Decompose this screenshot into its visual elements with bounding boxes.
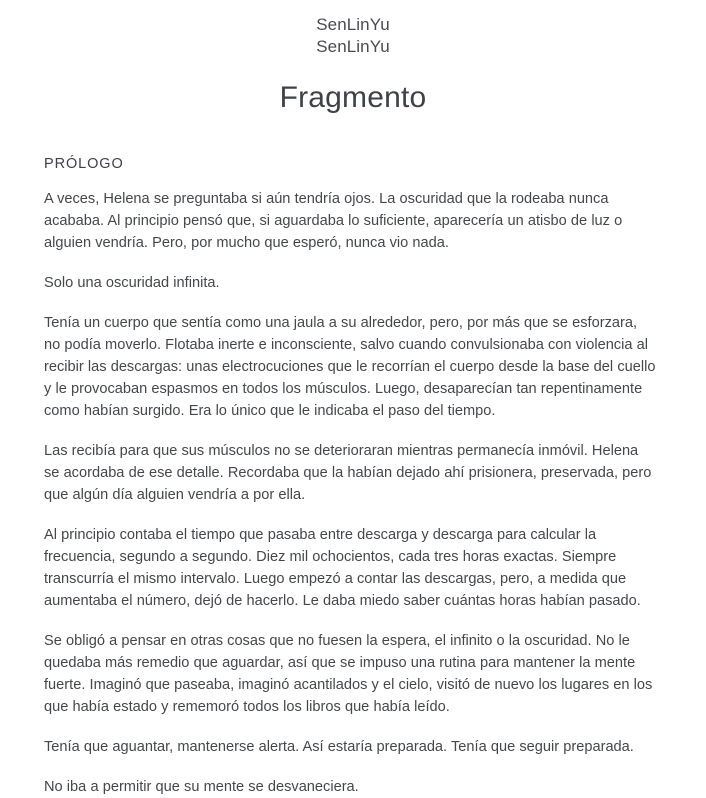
document-header	[0, 0, 706, 58]
section-heading-prologue: PRÓLOGO	[44, 156, 124, 172]
paragraph: Tenía que aguantar, mantenerse alerta. Así estaría preparada. Tenía que seguir preparada.	[44, 739, 634, 755]
paragraph: Las recibía para que sus músculos no se deterioraran mientras permanecía inmóvil. Helena se acordaba de ese detalle. Recordaba que la habían dejado ahí prisionera, preservada, pero que algún día alguien vendría a por ella.	[44, 443, 652, 503]
paragraph: A veces, Helena se preguntaba si aún tendría ojos. La oscuridad que la rodeaba nunca acababa. Al principio pensó que, si aguardaba lo suficiente, aparecería un atisbo de luz o alguien vendría. Pero, por mucho que esperó, nunca vio nada.	[44, 191, 623, 251]
paragraph: Tenía un cuerpo que sentía como una jaula a su alrededor, pero, por más que se esforzara, no podía moverlo. Flotaba inerte e inconsciente, salvo cuando convulsionaba con violencia al recibir las descargas: unas electrocuciones que le recorrían el cuerpo desde la base del cuello y le provocaban espasmos en todos los músculos. Luego, desaparecían tan repentinamente como habían surgido. Era lo único que le indicaba el paso del tiempo.	[44, 315, 656, 419]
document-body	[0, 154, 706, 798]
author-name-line-2: SenLinYu	[316, 37, 390, 56]
paragraph: No iba a permitir que su mente se desvaneciera.	[44, 779, 359, 795]
page-title: Fragmento	[279, 81, 427, 114]
paragraph: Al principio contaba el tiempo que pasaba entre descarga y descarga para calcular la frecuencia, segundo a segundo. Diez mil ochocientos, cada tres horas exactas. Siempre transcurría el mismo intervalo. Luego empezó a contar las descargas, pero, a medida que aumentaba el número, dejó de hacerlo. Le daba miedo saber cuántas horas habían pasado.	[44, 527, 641, 609]
author-name-line-1: SenLinYu	[316, 15, 390, 34]
paragraph: Solo una oscuridad infinita.	[44, 275, 220, 291]
paragraph: Se obligó a pensar en otras cosas que no fuesen la espera, el infinito o la oscuridad. No le quedaba más remedio que aguardar, así que se impuso una rutina para mantener la mente fuerte. Imaginó que paseaba, imaginó acantilados y el cielo, visitó de nuevo los lugares en los que había estado y rememoró todos los libros que había leído.	[44, 633, 653, 715]
